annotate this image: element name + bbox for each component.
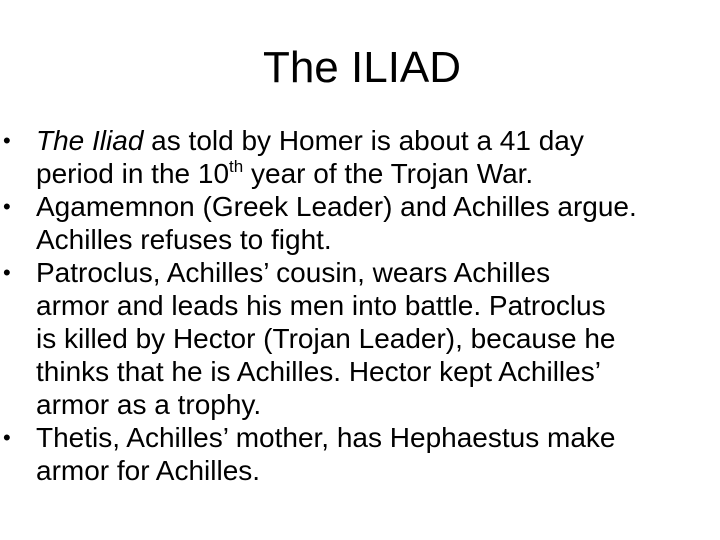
bullet-line: armor as a trophy. xyxy=(36,389,262,420)
bullet-text: year of the Trojan War. xyxy=(243,158,534,189)
bullet-item-iliad-overview xyxy=(3,124,720,190)
bullet-item-patroclus xyxy=(3,256,720,421)
bullet-line: is killed by Hector (Trojan Leader), because he xyxy=(36,323,616,354)
bullet-icon: • xyxy=(3,260,11,285)
bullet-text: as told by Homer is about a 41 day xyxy=(143,125,584,156)
bullet-item-thetis xyxy=(3,421,720,487)
bullet-line: Patroclus, Achilles’ cousin, wears Achilles xyxy=(36,257,551,288)
slide-title: The ILIAD xyxy=(262,43,462,92)
bullet-text: period in the 10 xyxy=(36,158,230,189)
bullet-line: Thetis, Achilles’ mother, has Hephaestus make xyxy=(36,422,616,453)
bullet-line xyxy=(36,157,720,190)
ordinal-superscript: th xyxy=(229,157,244,176)
bullet-item-agamemnon-argument xyxy=(3,190,720,256)
bullet-line: Agamemnon (Greek Leader) and Achilles argue. xyxy=(36,191,637,222)
bullet-line: armor for Achilles. xyxy=(36,455,261,486)
bullet-icon: • xyxy=(3,194,11,219)
bullet-line: thinks that he is Achilles. Hector kept Achilles’ xyxy=(36,356,601,387)
bullet-icon: • xyxy=(3,128,11,153)
bullet-icon: • xyxy=(3,425,11,450)
bullet-line: armor and leads his men into battle. Patroclus xyxy=(36,290,606,321)
bullet-line xyxy=(36,124,720,157)
bullet-list xyxy=(3,124,720,487)
bullet-line: Achilles refuses to fight. xyxy=(36,224,332,255)
work-title-italic: The Iliad xyxy=(36,125,144,156)
